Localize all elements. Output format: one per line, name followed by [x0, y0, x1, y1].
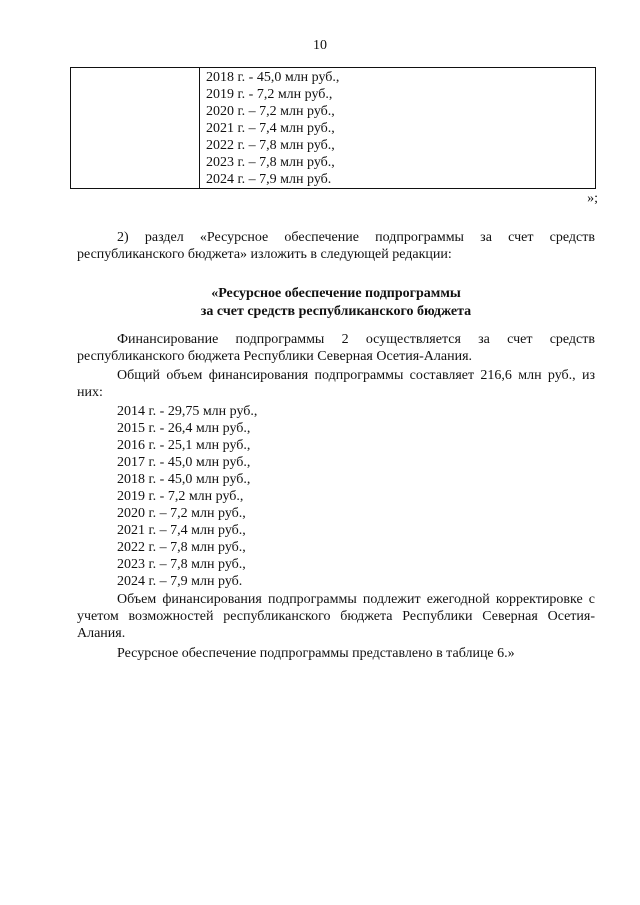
yearly-funding-list — [117, 403, 257, 590]
funding-year-2024: 2024 г. – 7,9 млн руб. — [117, 574, 243, 589]
funding-year-2021: 2021 г. – 7,4 млн руб., — [117, 523, 246, 538]
table-row-2023: 2023 г. – 7,8 млн руб., — [206, 155, 335, 170]
table-row-2024: 2024 г. – 7,9 млн руб. — [206, 172, 332, 187]
table-reference-paragraph: Ресурсное обеспечение подпрограммы представлено в таблице 6.» — [117, 646, 515, 661]
table-row-2019: 2019 г. - 7,2 млн руб., — [206, 87, 333, 102]
funding-year-2022: 2022 г. – 7,8 млн руб., — [117, 540, 246, 555]
page-number: 10 — [313, 38, 327, 53]
funding-year-2016: 2016 г. - 25,1 млн руб., — [117, 438, 251, 453]
funding-year-2017: 2017 г. - 45,0 млн руб., — [117, 455, 251, 470]
table-column-divider — [199, 68, 200, 188]
funding-table-continuation — [70, 67, 596, 189]
section-heading-line-1: «Ресурсное обеспечение подпрограммы — [211, 286, 461, 301]
section-heading-line-2: за счет средств республиканского бюджета — [200, 304, 472, 319]
table-row-2018: 2018 г. - 45,0 млн руб., — [206, 70, 340, 85]
funding-year-2020: 2020 г. – 7,2 млн руб., — [117, 506, 246, 521]
funding-year-2014: 2014 г. - 29,75 млн руб., — [117, 404, 258, 419]
funding-year-2023: 2023 г. – 7,8 млн руб., — [117, 557, 246, 572]
table-funding-cell — [206, 69, 339, 188]
financing-paragraph: Финансирование подпрограммы 2 осуществляется за счет средств республиканского бюджета Республики Северная Осетия-Алания. — [77, 332, 595, 364]
funding-year-2019: 2019 г. - 7,2 млн руб., — [117, 489, 244, 504]
table-row-2021: 2021 г. – 7,4 млн руб., — [206, 121, 335, 136]
table-row-2020: 2020 г. – 7,2 млн руб., — [206, 104, 335, 119]
funding-year-2015: 2015 г. - 26,4 млн руб., — [117, 421, 251, 436]
total-volume-paragraph: Общий объем финансирования подпрограммы составляет 216,6 млн руб., из них: — [77, 368, 595, 400]
table-closing-quote: »; — [587, 191, 598, 206]
volume-adjustment-paragraph: Объем финансирования подпрограммы подлежит ежегодной корректировке с учетом возможностей республиканского бюджета Республики Северная Осетия-Алания. — [77, 592, 595, 641]
funding-year-2018: 2018 г. - 45,0 млн руб., — [117, 472, 251, 487]
amendment-paragraph: 2) раздел «Ресурсное обеспечение подпрограммы за счет средств республиканского бюджета» изложить в следующей редакции: — [77, 230, 595, 262]
table-row-2022: 2022 г. – 7,8 млн руб., — [206, 138, 335, 153]
